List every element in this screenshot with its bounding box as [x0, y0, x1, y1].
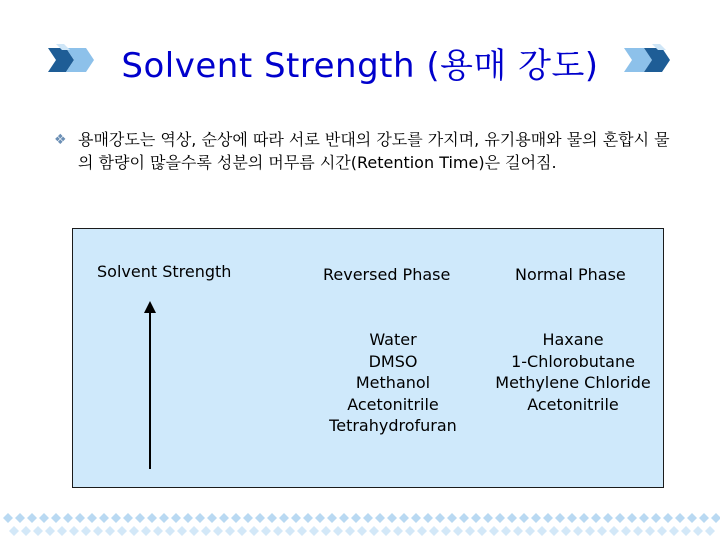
page-title: Solvent Strength (용매 강도): [121, 46, 599, 86]
footer-diamond: [543, 513, 553, 523]
footer-diamond: [369, 526, 379, 536]
footer-diamond: [555, 513, 565, 523]
reversed-solvent-item: Tetrahydrofuran: [329, 416, 457, 435]
footer-diamond: [591, 513, 601, 523]
strength-up-arrow-icon: [144, 301, 156, 469]
title-right-decoration-icon: [618, 40, 678, 80]
footer-diamond: [399, 513, 409, 523]
reversed-solvent-item: Acetonitrile: [347, 394, 439, 414]
footer-diamond: [147, 513, 157, 523]
footer-diamond: [99, 513, 109, 523]
footer-diamond: [645, 526, 655, 536]
footer-diamond: [57, 526, 67, 536]
normal-solvent-item: Haxane: [542, 330, 604, 349]
footer-diamond: [153, 526, 163, 536]
footer-diamond: [9, 526, 19, 536]
footer-diamond: [681, 526, 691, 536]
footer-diamond: [639, 513, 649, 523]
footer-diamond: [243, 513, 253, 523]
footer-diamond: [393, 526, 403, 536]
footer-diamond: [411, 513, 421, 523]
footer-diamond: [309, 526, 319, 536]
footer-diamond: [669, 526, 679, 536]
footer-diamond: [441, 526, 451, 536]
footer-diamond: [519, 513, 529, 523]
reversed-phase-header: Reversed Phase: [323, 265, 451, 284]
footer-diamond: [423, 513, 433, 523]
footer-diamond: [489, 526, 499, 536]
footer-diamond: [69, 526, 79, 536]
normal-solvent-item: Methylene Chloride: [495, 373, 651, 392]
footer-diamond: [327, 513, 337, 523]
footer-diamond: [171, 513, 181, 523]
footer-diamond: [459, 513, 469, 523]
reversed-solvent-item: Water: [369, 330, 417, 349]
footer-diamond: [693, 526, 703, 536]
footer-diamond: [657, 526, 667, 536]
footer-diamond: [627, 513, 637, 523]
footer-diamond: [81, 526, 91, 536]
footer-diamond: [279, 513, 289, 523]
reversed-solvent-item: DMSO: [368, 351, 418, 371]
normal-phase-solvents: [481, 329, 665, 415]
footer-diamond: [435, 513, 445, 523]
footer-diamond: [237, 526, 247, 536]
footer-diamond: [129, 526, 139, 536]
footer-diamond: [63, 513, 73, 523]
footer-diamond: [447, 513, 457, 523]
footer-diamond: [123, 513, 133, 523]
footer-diamond: [495, 513, 505, 523]
footer-diamond: [117, 526, 127, 536]
normal-solvent-item: 1-Chlorobutane: [511, 351, 635, 371]
footer-diamond: [33, 526, 43, 536]
footer-diamond: [465, 526, 475, 536]
solvent-strength-table: [72, 228, 664, 488]
footer-diamond: [579, 513, 589, 523]
footer-diamond: [357, 526, 367, 536]
footer-diamond: [549, 526, 559, 536]
footer-diamond: [213, 526, 223, 536]
footer-diamond-strip-icon: [0, 509, 720, 540]
footer-diamond: [351, 513, 361, 523]
footer-diamond: [375, 513, 385, 523]
footer-diamond: [177, 526, 187, 536]
footer-diamond: [387, 513, 397, 523]
description-paragraph: 용매강도는 역상, 순상에 따라 서로 반대의 강도를 가지며, 유기용매와 물의 혼합시 물의 함량이 많을수록 성분의 머무름 시간(Retention Time)은 길어짐.: [78, 130, 670, 172]
footer-diamond: [711, 513, 720, 523]
footer-diamond: [285, 526, 295, 536]
footer-diamond: [3, 513, 13, 523]
footer-diamond: [183, 513, 193, 523]
footer-diamond: [45, 526, 55, 536]
footer-diamond: [417, 526, 427, 536]
footer-diamond: [39, 513, 49, 523]
footer-diamond: [363, 513, 373, 523]
footer-diamond: [333, 526, 343, 536]
footer-diamond: [15, 513, 25, 523]
footer-diamond: [585, 526, 595, 536]
footer-diamond: [633, 526, 643, 536]
footer-diamond: [297, 526, 307, 536]
footer-diamond: [567, 513, 577, 523]
footer-diamond: [27, 513, 37, 523]
footer-diamond: [615, 513, 625, 523]
footer-diamond: [609, 526, 619, 536]
footer-diamond: [75, 513, 85, 523]
footer-diamond: [51, 513, 61, 523]
footer-diamond: [525, 526, 535, 536]
footer-diamond: [165, 526, 175, 536]
footer-diamond: [483, 513, 493, 523]
footer-diamond: [255, 513, 265, 523]
reversed-phase-solvents: [305, 329, 481, 437]
diamond-bullet-icon: ❖: [54, 132, 67, 148]
footer-diamond: [477, 526, 487, 536]
normal-solvent-item: Acetonitrile: [527, 394, 619, 414]
footer-diamond: [537, 526, 547, 536]
footer-diamond: [291, 513, 301, 523]
footer-diamond: [531, 513, 541, 523]
footer-diamond: [471, 513, 481, 523]
normal-phase-header: Normal Phase: [515, 265, 626, 284]
footer-diamond: [705, 526, 715, 536]
footer-diamond: [663, 513, 673, 523]
footer-diamond: [651, 513, 661, 523]
footer-diamond: [699, 513, 709, 523]
footer-diamond: [621, 526, 631, 536]
footer-diamond: [345, 526, 355, 536]
footer-diamond: [207, 513, 217, 523]
footer-diamond: [249, 526, 259, 536]
footer-diamond: [303, 513, 313, 523]
footer-diamond: [105, 526, 115, 536]
footer-diamond: [381, 526, 391, 536]
footer-diamond: [321, 526, 331, 536]
footer-diamond: [87, 513, 97, 523]
footer-diamond: [159, 513, 169, 523]
footer-diamond: [687, 513, 697, 523]
footer-diamond: [513, 526, 523, 536]
footer-diamond: [597, 526, 607, 536]
footer-diamond: [21, 526, 31, 536]
footer-diamond: [573, 526, 583, 536]
footer-diamond: [111, 513, 121, 523]
solvent-strength-label: Solvent Strength: [97, 262, 232, 281]
footer-diamond: [339, 513, 349, 523]
footer-diamond: [561, 526, 571, 536]
footer-diamond: [195, 513, 205, 523]
footer-diamond: [219, 513, 229, 523]
footer-diamond: [453, 526, 463, 536]
footer-diamond: [201, 526, 211, 536]
footer-diamond: [135, 513, 145, 523]
footer-diamond: [405, 526, 415, 536]
footer-diamond: [141, 526, 151, 536]
footer-diamond: [231, 513, 241, 523]
footer-diamond: [189, 526, 199, 536]
footer-diamond: [261, 526, 271, 536]
reversed-solvent-item: Methanol: [355, 373, 431, 392]
footer-diamond: [315, 513, 325, 523]
footer-diamond: [501, 526, 511, 536]
footer-diamond: [93, 526, 103, 536]
footer-diamond: [273, 526, 283, 536]
footer-diamond: [603, 513, 613, 523]
footer-diamond: [267, 513, 277, 523]
footer-diamond: [225, 526, 235, 536]
footer-diamond: [675, 513, 685, 523]
footer-diamond: [429, 526, 439, 536]
footer-diamond: [507, 513, 517, 523]
